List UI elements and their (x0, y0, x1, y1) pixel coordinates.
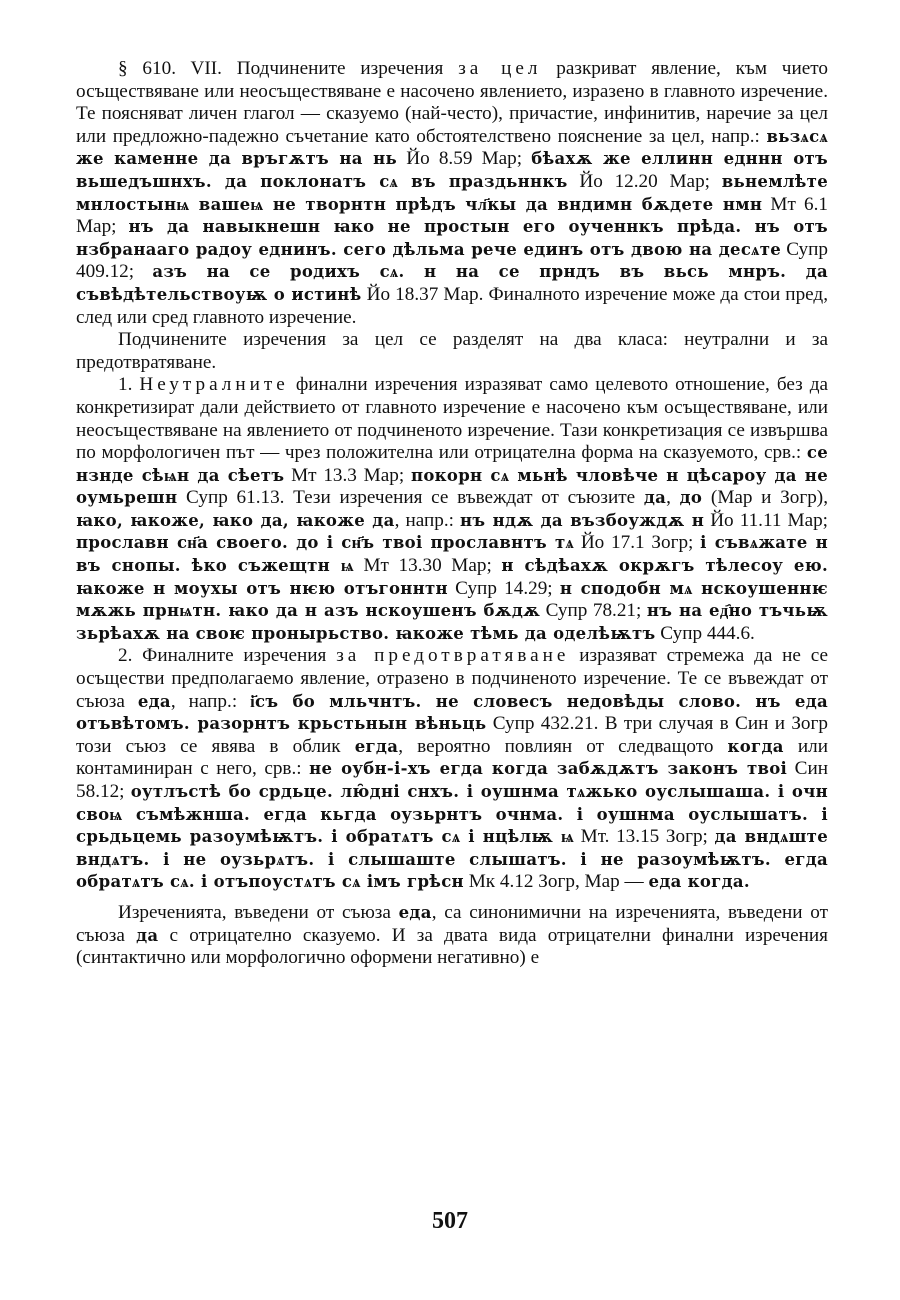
old-slavic-example: оутлъстѣ бо срдьце. лю̑дні снхъ. і оушнма тѧжько оуслышаша. і очн своѩ съмѣжнша. егда кьгда оузьрнтъ очнма. і оушнма оуслышатъ. і срьдьцемь разоумѣѭтъ. і обратѧтъ сѧ і нцѣлѭ ѩ (76, 782, 828, 847)
paragraph-neutral (76, 374, 828, 645)
list-number: 2. Финалните изречения (118, 645, 337, 667)
source-reference: Мт 13.3 Мар; (284, 464, 411, 486)
body-text (76, 58, 828, 970)
source-reference: Йо 8.59 Мар; (397, 148, 532, 170)
emphasized-term: Неутралните (139, 374, 289, 396)
source-reference: Супр 444.6. (655, 622, 755, 644)
old-slavic-example: еда когда. (648, 872, 750, 892)
body-text-run: , напр.: (394, 509, 461, 531)
old-slavic-example: нъ да навыкнешн ꙗко не простын его оученнкъ прѣда. нъ отъ нзбранааго радоу еднинъ. сего дѣльма рече единъ отъ двою на десѧте (76, 217, 828, 259)
old-slavic-example: н сѣдѣахѫ окрѫгъ тѣлесоу ею. ꙗкоже н моухы отъ нѥю отъгоннтн (76, 556, 828, 598)
body-text-run: с отрицателно сказуемо. И за двата вида отрицателни финални изречения (синтактично или морфологично оформени негативно) е (76, 924, 828, 969)
source-reference: Мк 4.12 Зогр, Мар — (463, 871, 649, 893)
source-reference: Мт 13.30 Мар; (353, 555, 502, 577)
conjunction-term: когда (727, 736, 784, 756)
old-slavic-example: і҃съ бо мльчнтъ. не словесъ недовѣды слово. нъ еда отъвѣтомъ. разорнтъ крьстьнын вѣньць (76, 691, 828, 734)
body-text-run: В три случая в Син и Зогр този съюз се явява в облик (76, 713, 828, 757)
emphasized-term: за цел (458, 58, 542, 79)
source-reference: Супр 409.12; (76, 238, 828, 283)
old-slavic-example: вьзѧсѧ же каменне да връгѫтъ на нь (76, 126, 828, 169)
source-reference: Супр 78.21; (540, 600, 647, 622)
old-slavic-example: нъ на ед҄но тъчьѭ зьрѣахѫ на своѥ пронырьство. ꙗкоже тѣмь да оделѣѭтъ (76, 601, 828, 643)
page-number: 507 (432, 1208, 468, 1234)
conjunction-term: до (679, 488, 703, 508)
body-text-run: разкриват явление, към чието осъществяване или неосъществяване е насочено явлението, изразено в главното изречение. Те поясняват личен глагол — сказуемо (най-често), причастие, инфинитив, наречие за цел или предложно-падежно съчетание като обстоятелствено пояснение за цел, напр.: (76, 58, 828, 147)
list-number: 1. (118, 374, 140, 396)
source-reference: Йо 17.1 Зогр; (574, 532, 701, 554)
conjunction-term: еда (398, 902, 432, 922)
old-slavic-example: прославн сн҃а своего. до і сн҃ъ твоі прославнтъ тѧ (76, 533, 575, 553)
source-reference: Йо 11.11 Мар; (704, 509, 829, 531)
body-text-run: Финалното изречение може да стои пред, след или сред главното изречение. (76, 283, 828, 328)
conjunction-term: егда (354, 736, 399, 756)
old-slavic-example: нъ ндѫ да възбоуждѫ н (460, 510, 705, 530)
old-slavic-example: і съвѧжате н въ снопы. ѣко съжещтн ѩ (76, 533, 828, 576)
old-slavic-example: бѣахѫ же еллинн едннн отъ вьшедъшнхъ. да поклонатъ сѧ въ праздьннкъ (76, 149, 829, 191)
conjunction-term: ꙗко, ꙗкоже, ꙗко да, ꙗкоже да (76, 510, 395, 530)
body-text-run: (Мар и Зогр), (702, 487, 828, 509)
comma: , (666, 487, 680, 509)
body-text-run: Изреченията, въведени от съюза (118, 901, 399, 923)
body-text-run: Тези изречения се въвеждат от съюзите (293, 487, 644, 509)
body-text-run: финални изречения изразяват само целевото отношение, без да конкретизират дали действието от главното изречение е насочено към осъществяване, или неосъществяване на явлението от подчиненото изречение. Тази конкретизация се извършва по морфологичен път — чрез положителна или отрицателна форма на сказуемото, срв.: (76, 374, 828, 464)
source-reference: Мт 6.1 Мар; (76, 193, 828, 238)
body-text-run: или контаминиран с него, срв.: (76, 735, 828, 780)
old-slavic-example: не оубн-і-хъ егда когда забѫдѫтъ законъ твоі (309, 759, 788, 779)
emphasized-term: за предотвратяване (336, 645, 570, 667)
paragraph-prevention (76, 645, 828, 894)
paragraph-synonymy (76, 902, 828, 970)
conjunction-term: да (136, 925, 159, 945)
old-slavic-example: се нзнде сѣѩн да сѣетъ (76, 443, 828, 485)
old-slavic-example: вьнемлѣте мнлостынѩ вашеѩ не творнтн прѣдъ чл҃кы да вндимн бѫдете нмн (76, 171, 828, 214)
source-reference: Супр 14.29; (447, 577, 560, 599)
source-reference: Супр 61.13. (177, 487, 294, 509)
old-slavic-example: да вндѧште вндѧтъ. і не оузьрѧтъ. і слышаште слышатъ. і не разоумѣѭтъ. егда обратѧтъ сѧ. і отъпоустѧтъ сѧ імъ грѣсн (76, 827, 828, 892)
conjunction-term: еда (137, 691, 171, 711)
source-reference: Йо 18.37 Мар. (361, 283, 489, 305)
body-text-run: , са синонимични на изреченията, въведени от съюза (76, 901, 828, 946)
body-text-run: , напр.: (170, 690, 251, 712)
old-slavic-example: покорн сѧ мьнѣ чловѣче н цѣсароу да не оумьрешн (76, 465, 828, 508)
old-slavic-example: азъ на се родихъ сѧ. н на се прндъ въ вьсь мнръ. да съвѣдѣтельствоуѭ о истинѣ (76, 262, 828, 304)
source-reference: Йо 12.20 Мар; (567, 170, 722, 192)
source-reference: Супр 432.21. (486, 713, 605, 735)
source-reference: Син 58.12; (76, 758, 828, 802)
conjunction-term: да (643, 488, 667, 508)
paragraph-classes: Подчинените изречения за цел се разделят на два класа: неутрални и за предотвратяване. (76, 329, 828, 373)
body-text-run: , вероятно повлиян от следващото (398, 735, 728, 757)
body-text-run: изразяват стремежа да не се осъществи предполагаемо явление, отразено в подчиненото изречение. Те се въвеждат от съюза (76, 645, 828, 712)
section-heading: § 610. VII. Подчинените изречения (118, 58, 459, 79)
source-reference: Мт. 13.15 Зогр; (574, 826, 715, 848)
paragraph-section-610 (76, 58, 828, 329)
old-slavic-example: н сподобн мѧ нскоушеннѥ мѫжь прнѩтн. ꙗко да н азъ нскоушенъ бѫдѫ (76, 578, 828, 621)
